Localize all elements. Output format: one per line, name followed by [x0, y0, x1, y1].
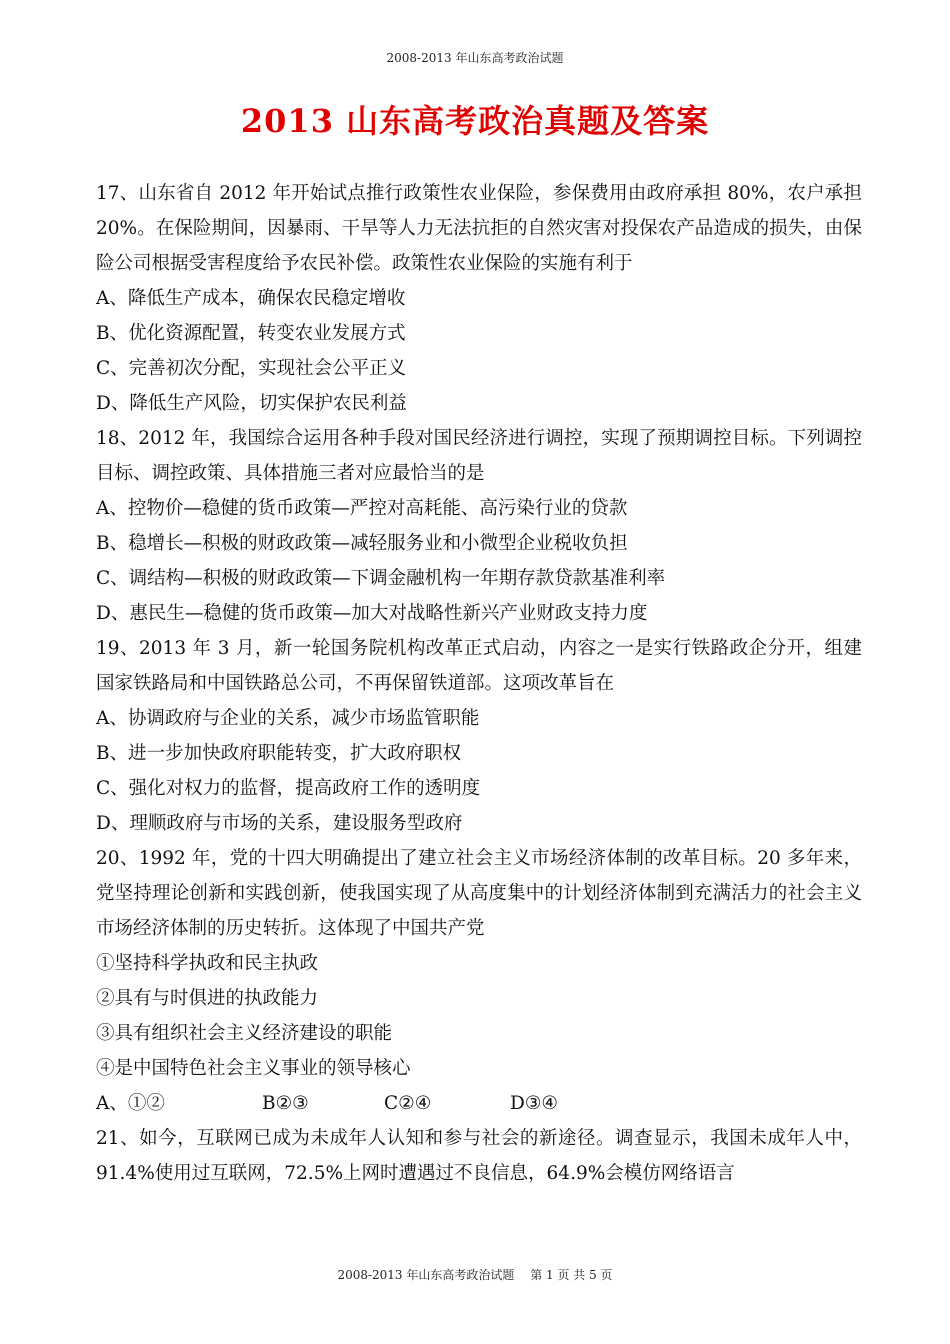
question-18-option-b: B、稳增长—积极的财政政策—减轻服务业和小微型企业税收负担 — [96, 533, 628, 554]
page-footer: 2008-2013 年山东高考政治试题 第 1 页 共 5 页 — [337, 1268, 613, 1282]
question-19-option-a: A、协调政府与企业的关系，减少市场监管职能 — [96, 708, 480, 729]
page-header: 2008-2013 年山东高考政治试题 — [386, 51, 564, 65]
question-18-option-a: A、控物价—稳健的货币政策—严控对高耗能、高污染行业的贷款 — [96, 498, 628, 519]
page-title: 2013 山东高考政治真题及答案 — [240, 102, 710, 140]
question-19-option-c: C、强化对权力的监督，提高政府工作的透明度 — [96, 778, 481, 799]
question-20-answer-b: B②③ — [262, 1093, 309, 1114]
question-20-statement-4: ④是中国特色社会主义事业的领导核心 — [96, 1058, 411, 1079]
question-17-option-d: D、降低生产风险，切实保护农民利益 — [96, 393, 407, 414]
question-17-option-a: A、降低生产成本，确保农民稳定增收 — [96, 288, 406, 309]
question-17-stem: 17、山东省自 2012 年开始试点推行政策性农业保险，参保费用由政府承担 80%，农户承担 20%。在保险期间，因暴雨、干旱等人力无法抗拒的自然灾害对投保农产品造成的损失，由保险公司根据受害程度给予农民补偿。政策性农业保险的实施有利于 — [96, 183, 862, 274]
question-18-option-d: D、惠民生—稳健的货币政策—加大对战略性新兴产业财政支持力度 — [96, 603, 648, 624]
question-17-option-c: C、完善初次分配，实现社会公平正义 — [96, 358, 407, 379]
question-20-statement-1: ①坚持科学执政和民主执政 — [96, 953, 319, 974]
question-20-answer-c: C②④ — [384, 1093, 432, 1114]
question-20-answer-a: A、①② — [96, 1093, 165, 1114]
question-20-stem: 20、1992 年，党的十四大明确提出了建立社会主义市场经济体制的改革目标。20 多年来，党坚持理论创新和实践创新，使我国实现了从高度集中的计划经济体制到充满活力的社会主义市场经济体制的历史转折。这体现了中国共产党 — [96, 848, 862, 939]
question-20-statement-3: ③具有组织社会主义经济建设的职能 — [96, 1023, 393, 1044]
question-19-option-b: B、进一步加快政府职能转变，扩大政府职权 — [96, 743, 462, 764]
question-20-answers — [96, 1086, 862, 1121]
question-17-option-b: B、优化资源配置，转变农业发展方式 — [96, 323, 406, 344]
document-body — [96, 176, 862, 1191]
question-18-option-c: C、调结构—积极的财政政策—下调金融机构一年期存款贷款基准利率 — [96, 568, 666, 589]
question-18-stem: 18、2012 年，我国综合运用各种手段对国民经济进行调控，实现了预期调控目标。下列调控目标、调控政策、具体措施三者对应最恰当的是 — [96, 428, 862, 484]
question-19-option-d: D、理顺政府与市场的关系，建设服务型政府 — [96, 813, 463, 834]
question-20-answer-d: D③④ — [510, 1093, 559, 1114]
question-20-statement-2: ②具有与时俱进的执政能力 — [96, 988, 319, 1009]
question-21-stem: 21、如今，互联网已成为未成年人认知和参与社会的新途径。调查显示，我国未成年人中，91.4%使用过互联网，72.5%上网时遭遇过不良信息，64.9%会模仿网络语言 — [96, 1128, 862, 1184]
question-19-stem: 19、2013 年 3 月，新一轮国务院机构改革正式启动，内容之一是实行铁路政企分开，组建国家铁路局和中国铁路总公司，不再保留铁道部。这项改革旨在 — [96, 638, 862, 694]
